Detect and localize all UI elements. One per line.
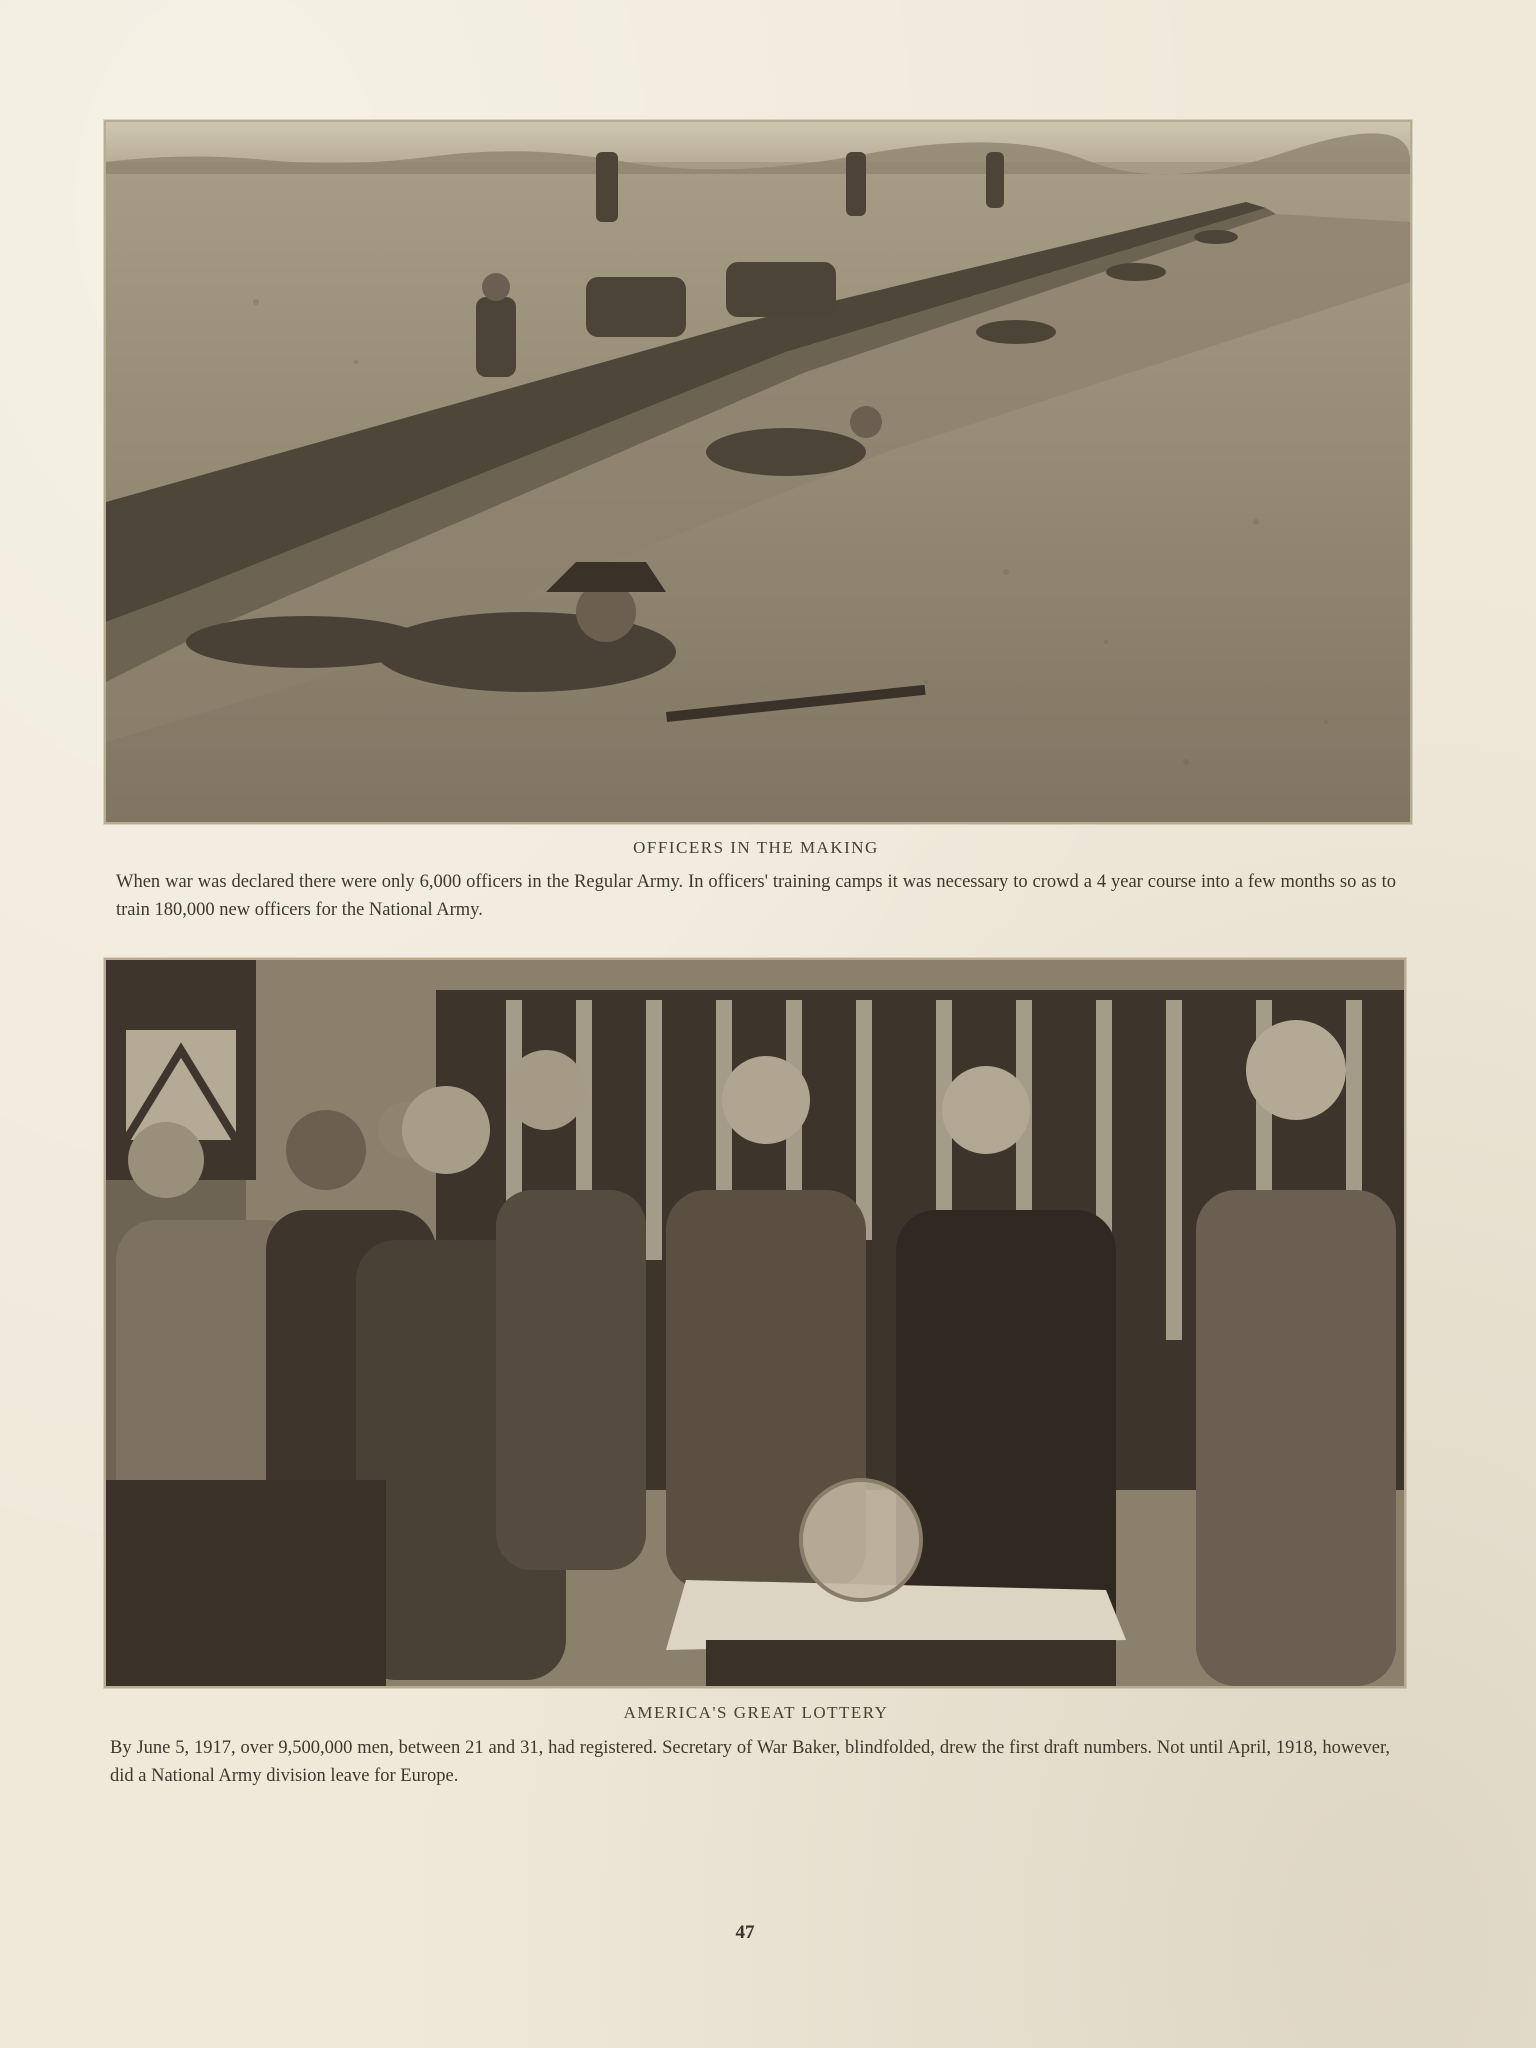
photo-title: AMERICA'S GREAT LOTTERY (623, 1703, 889, 1722)
photo-caption: By June 5, 1917, over 9,500,000 men, between 21 and 31, had registered. Secretary of War Baker, blindfolded, drew the first draft numbers. Not until April, 1918, however, did a National Army division leave for Europe. (110, 1738, 1390, 1786)
page-number: 47 (735, 1922, 755, 1943)
photo-caption: When war was declared there were only 6,000 officers in the Regular Army. In officers' training camps it was necessary to crowd a 4 year course into a few months so as to train 180,000 new officers for the National Army. (116, 872, 1396, 920)
trench-photo-illustration (106, 122, 1410, 822)
lottery-photo-illustration (106, 960, 1404, 1686)
photo-title: OFFICERS IN THE MAKING (633, 838, 879, 857)
photo-draft-lottery (104, 958, 1406, 1688)
photo-officers-training-trench (104, 120, 1412, 824)
